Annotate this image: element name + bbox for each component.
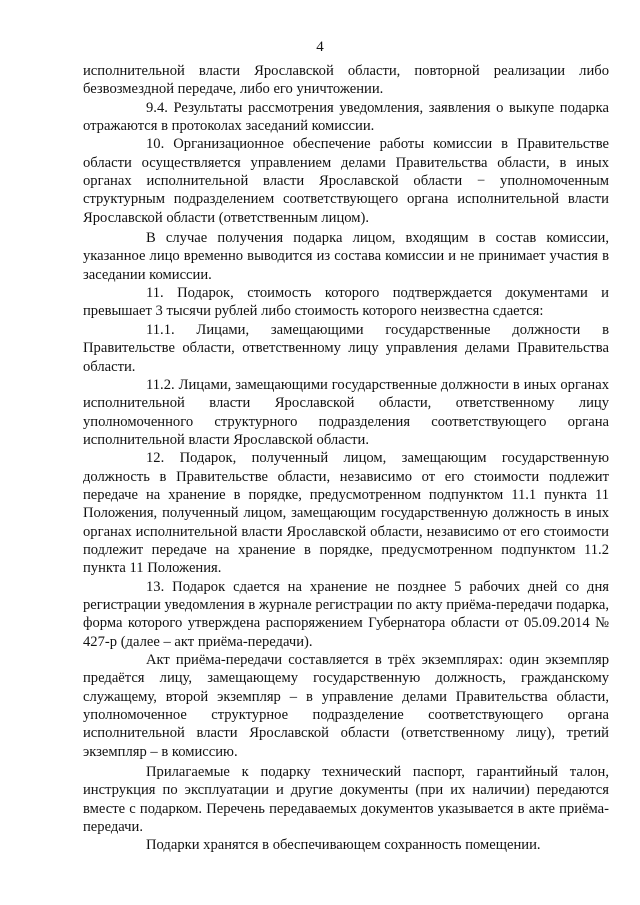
paragraph-10: 10. Организационное обеспечение работы комиссии в Правительстве области осуществляется управлением делами Правительства области, в иных органах исполнительной власти Ярославской области − уполномоченным структурным подразделением соответствующего органа исполнительной власти Ярославской области (ответственным лицом). <box>83 136 609 226</box>
paragraph-11-2: 11.2. Лицами, замещающими государственные должности в иных органах исполнительной власти Ярославской области, ответственному лицу уполномоченного структурного подразделения соответствующего органа исполнительной власти Ярославской области. <box>83 376 609 448</box>
paragraph-gift-storage: Подарки хранятся в обеспечивающем сохранность помещении. <box>146 837 541 854</box>
paragraph-continuation: исполнительной власти Ярославской области, повторной реализации либо безвозмездной передаче, либо его уничтожении. <box>83 63 609 98</box>
document-body <box>83 62 609 855</box>
paragraph-12: 12. Подарок, полученный лицом, замещающим государственную должность в Правительстве области, независимо от его стоимости подлежит передаче на хранение в порядке, предусмотренном подпунктом 11.1 пункта 11 Положения, полученный лицом, замещающим государственную должность в иных органах исполнительной власти Ярославской области, независимо от его стоимости подлежит передаче на хранение в порядке, предусмотренном подпунктом 11.2 пункта 11 Положения. <box>83 450 609 577</box>
paragraph-13: 13. Подарок сдается на хранение не позднее 5 рабочих дней со дня регистрации уведомления в журнале регистрации по акту приёма-передачи подарка, форма которого утверждена распоряжением Губернатора области от 05.09.2014 № 427-р (далее – акт приёма-передачи). <box>83 578 609 650</box>
page-number: 4 <box>316 39 324 55</box>
paragraph-commission-member-gift: В случае получения подарка лицом, входящим в состав комиссии, указанное лицо временно выводится из состава комиссии и не принимает участия в заседании комиссии. <box>83 230 609 283</box>
paragraph-attached-documents: Прилагаемые к подарку технический паспорт, гарантийный талон, инструкция по эксплуатации и другие документы (при их наличии) передаются вместе с подарком. Перечень передаваемых документов указывается в акте приёма-передачи. <box>83 764 609 836</box>
paragraph-9-4: 9.4. Результаты рассмотрения уведомления, заявления о выкупе подарка отражаются в протоколах заседаний комиссии. <box>83 99 609 135</box>
paragraph-11: 11. Подарок, стоимость которого подтверждается документами и превышает 3 тысячи рублей либо стоимость которого неизвестна сдается: <box>83 285 609 320</box>
paragraph-11-1: 11.1. Лицами, замещающими государственные должности в Правительстве области, ответственному лицу управления делами Правительства области. <box>83 321 609 375</box>
paragraph-transfer-act: Акт приёма-передачи составляется в трёх экземплярах: один экземпляр предаётся лицу, замещающему государственную должность, гражданскому служащему, второй экземпляр – в управление делами Правительства области, уполномоченное структурное подразделение соответствующего органа исполнительной власти Ярославской области (ответственному лицу), третий экземпляр – в комиссию. <box>83 652 609 760</box>
